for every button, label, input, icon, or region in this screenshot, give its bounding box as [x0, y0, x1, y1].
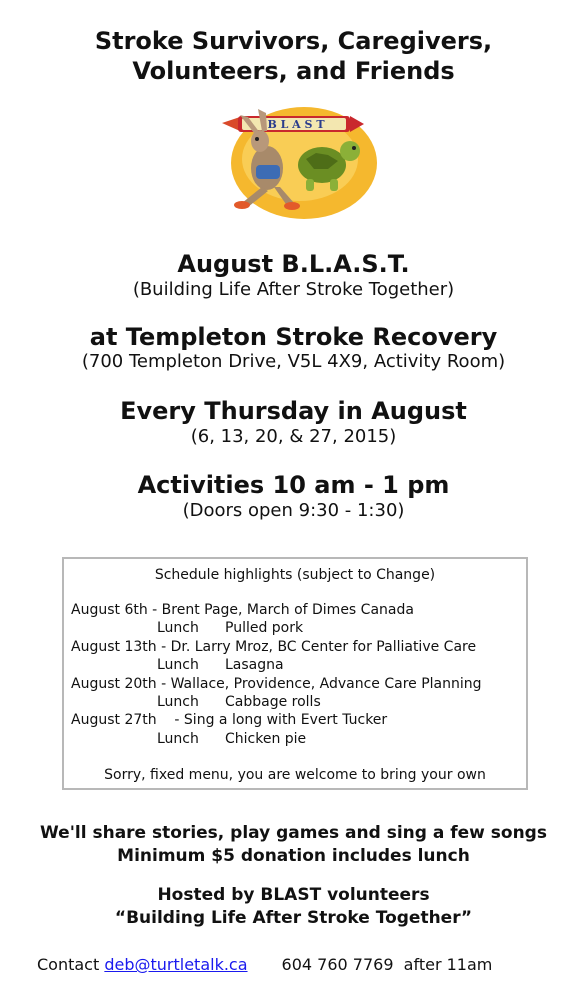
- contact-line: [37, 954, 492, 976]
- contact-phone-note: after 11am: [403, 955, 493, 974]
- schedule-box: [62, 557, 528, 790]
- page-title: [0, 26, 587, 86]
- schedule-entry: August 6th - Brent Page, March of Dimes Canada: [71, 602, 414, 618]
- blast-logo-graphic: [212, 103, 380, 221]
- schedule-heading: Schedule highlights (subject to Change): [154, 567, 436, 583]
- contact-phone: 604 760 7769: [281, 955, 394, 974]
- schedule-entry: August 27th - Sing a long with Evert Tucker: [71, 712, 388, 729]
- lunch-label: Lunch: [157, 730, 199, 747]
- tagline: “Building Life After Stroke Together”: [114, 908, 473, 928]
- event-name: August B.L.A.S.T.: [177, 250, 410, 278]
- title-line-1: Stroke Survivors, Caregivers,: [94, 27, 493, 55]
- event-name-expansion: (Building Life After Stroke Together): [132, 279, 455, 300]
- schedule-entry: August 20th - Wallace, Providence, Advance Care Planning: [71, 675, 482, 692]
- event-doors: (Doors open 9:30 - 1:30): [182, 500, 405, 521]
- event-hours: Activities 10 am - 1 pm: [137, 471, 450, 499]
- blast-logo: [212, 103, 380, 221]
- closing-line-1: We'll share stories, play games and sing a few songs: [40, 823, 547, 843]
- schedule-footer: Sorry, fixed menu, you are welcome to bring your own: [104, 767, 486, 783]
- contact-label: Contact: [37, 955, 100, 974]
- event-dates: (6, 13, 20, & 27, 2015): [190, 426, 397, 447]
- contact-email-link[interactable]: deb@turtletalk.ca: [104, 955, 248, 974]
- host-line: Hosted by BLAST volunteers: [157, 885, 430, 905]
- schedule-entry: August 13th - Dr. Larry Mroz, BC Center for Palliative Care: [71, 638, 477, 655]
- lunch-label: Lunch: [157, 657, 199, 674]
- lunch-menu: Cabbage rolls: [225, 693, 321, 710]
- schedule-lunch: [71, 693, 522, 711]
- schedule-lunch: [71, 656, 522, 674]
- event-address: (700 Templeton Drive, V5L 4X9, Activity Room): [81, 351, 506, 372]
- schedule-lunch: [71, 619, 522, 637]
- svg-text:B L A S T: B L A S T: [267, 118, 325, 131]
- lunch-menu: Pulled pork: [225, 620, 304, 637]
- event-when: Every Thursday in August: [120, 397, 467, 425]
- lunch-label: Lunch: [157, 693, 199, 710]
- title-line-2: Volunteers, and Friends: [132, 57, 455, 85]
- lunch-label: Lunch: [157, 620, 199, 637]
- lunch-menu: Lasagna: [225, 657, 284, 674]
- event-venue: at Templeton Stroke Recovery: [89, 323, 498, 351]
- schedule-lunch: [71, 730, 522, 748]
- lunch-menu: Chicken pie: [225, 730, 307, 747]
- closing-line-2: Minimum $5 donation includes lunch: [117, 846, 470, 866]
- schedule-list: [71, 601, 522, 748]
